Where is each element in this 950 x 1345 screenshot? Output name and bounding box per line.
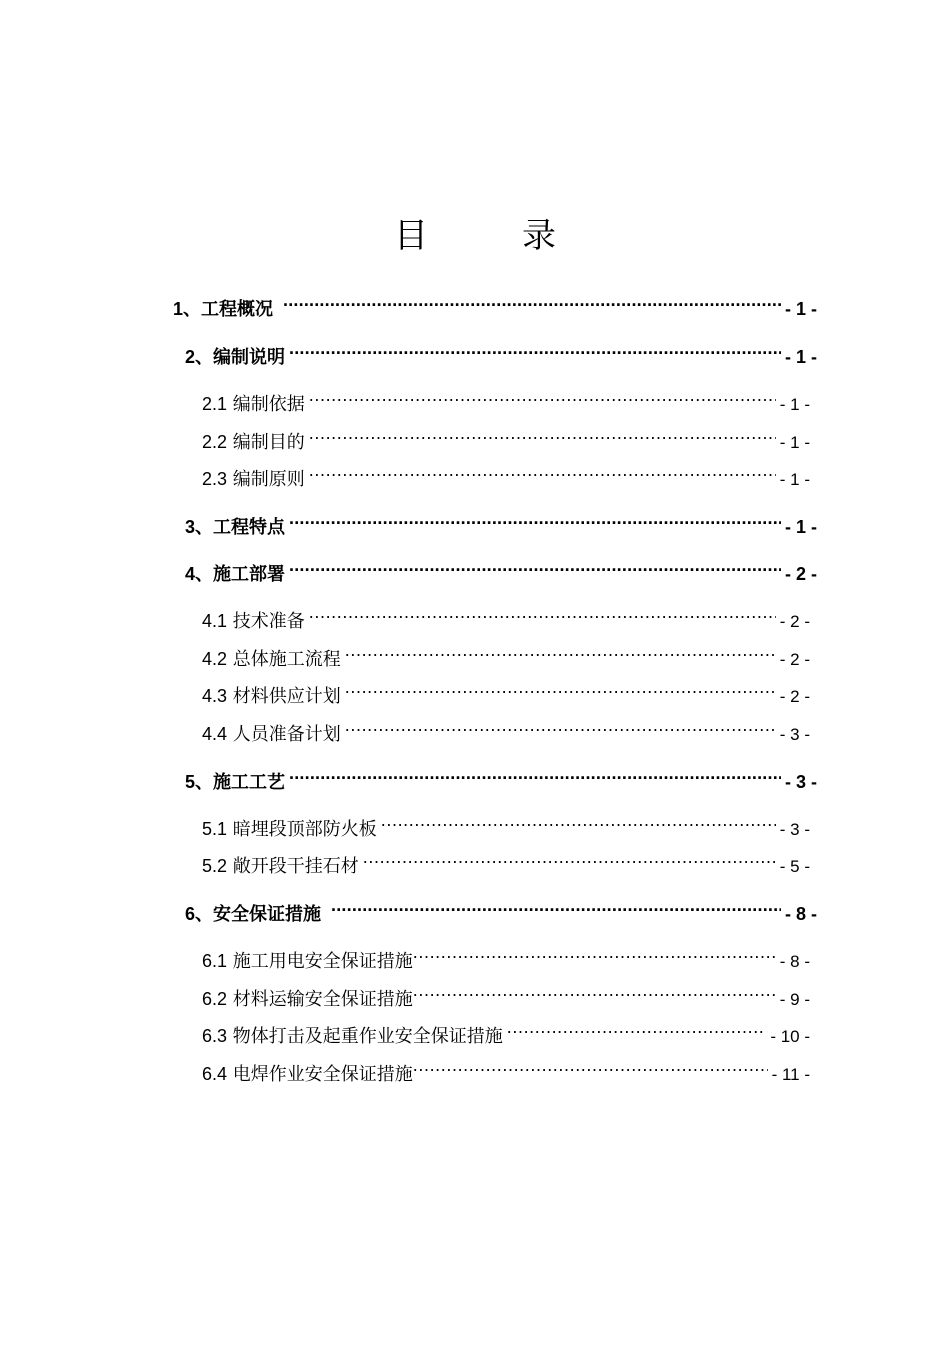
toc-entry-number: 5、 — [185, 772, 214, 792]
toc-entry[interactable] — [202, 710, 810, 745]
toc-entry-leader — [331, 890, 781, 920]
toc-entry[interactable] — [202, 418, 810, 453]
toc-entry-leader — [309, 380, 776, 410]
toc-entry[interactable] — [202, 635, 810, 670]
toc-entry-number: 4.3 — [202, 686, 228, 706]
toc-entry-label: 编制目的 — [232, 432, 305, 453]
toc-entry-leader — [289, 550, 781, 580]
toc-entry-leader — [507, 1012, 767, 1042]
toc-entry[interactable] — [202, 805, 810, 840]
toc-entry[interactable] — [185, 333, 817, 368]
toc-entry-page: - 10 - — [770, 1027, 810, 1046]
toc-entry-leader — [289, 758, 781, 788]
toc-entry-leader — [289, 503, 781, 533]
toc-entry-page: - 8 - — [779, 952, 810, 971]
toc-entry-page: - 2 - — [784, 564, 817, 584]
toc-entry[interactable] — [173, 285, 817, 320]
toc-entry[interactable] — [202, 455, 810, 490]
toc-entry-number: 6.4 — [202, 1064, 228, 1084]
toc-entry-number: 1、 — [173, 299, 202, 319]
toc-entry-number: 6.3 — [202, 1026, 228, 1046]
toc-entry-label: 编制说明 — [213, 347, 286, 368]
toc-entry-page: - 1 - — [784, 517, 817, 537]
toc-entry-number: 6、 — [185, 904, 214, 924]
toc-entry[interactable] — [202, 672, 810, 707]
toc-entry-label: 暗埋段顶部防火板 — [232, 819, 377, 840]
toc-entry-page: - 1 - — [779, 470, 810, 489]
toc-entry[interactable] — [202, 380, 810, 415]
toc-entry-leader — [381, 805, 776, 835]
toc-entry-number: 3、 — [185, 517, 214, 537]
toc-entry-number: 4.4 — [202, 724, 228, 744]
toc-entry-page: - 1 - — [784, 347, 817, 367]
toc-entry[interactable] — [202, 1050, 810, 1085]
toc-entry-page: - 2 - — [779, 612, 810, 631]
toc-entry-number: 6.1 — [202, 951, 228, 971]
toc-entry-number: 2.1 — [202, 394, 228, 414]
toc-entry[interactable] — [202, 975, 810, 1010]
toc-entry-label: 材料供应计划 — [232, 686, 341, 707]
toc-entry-page: - 1 - — [779, 433, 810, 452]
toc-entry-number: 2、 — [185, 347, 214, 367]
toc-entry-leader — [283, 285, 781, 315]
toc-entry-label: 材料运输安全保证措施 — [232, 989, 413, 1010]
toc-entry-number: 2.2 — [202, 432, 228, 452]
toc-title: 目 录 — [394, 216, 586, 256]
toc-entry-number: 5.1 — [202, 819, 228, 839]
toc-entry[interactable] — [185, 758, 817, 793]
toc-entry-leader — [413, 975, 776, 1005]
toc-entry[interactable] — [185, 890, 817, 925]
toc-entry[interactable] — [202, 937, 810, 972]
toc-entry[interactable] — [202, 842, 810, 877]
toc-entry-label: 编制原则 — [232, 469, 305, 490]
toc-entry-page: - 5 - — [779, 857, 810, 876]
toc-entry-label: 施工用电安全保证措施 — [232, 951, 413, 972]
toc-entry-leader — [363, 842, 776, 872]
toc-entry-number: 2.3 — [202, 469, 228, 489]
toc-entry-label: 物体打击及起重作业安全保证措施 — [232, 1026, 503, 1047]
toc-entry-number: 5.2 — [202, 856, 228, 876]
toc-entry-label: 施工部署 — [213, 564, 286, 585]
toc-entry-leader — [345, 710, 776, 740]
toc-entry-page: - 3 - — [779, 820, 810, 839]
toc-entry-leader — [345, 635, 776, 665]
toc-entry-leader — [345, 672, 776, 702]
toc-entry[interactable] — [202, 1012, 810, 1047]
toc-entry-leader — [413, 1050, 768, 1080]
toc-entry-leader — [413, 937, 776, 967]
toc-entry-label: 安全保证措施 — [213, 904, 322, 925]
toc-entry-page: - 2 - — [779, 650, 810, 669]
toc-entry-page: - 11 - — [771, 1065, 810, 1084]
toc-entry-leader — [309, 455, 776, 485]
toc-entry-page: - 8 - — [784, 904, 817, 924]
toc-entry-label: 技术准备 — [232, 611, 305, 632]
toc-entry-label: 编制依据 — [232, 394, 305, 415]
toc-entry-label: 工程特点 — [213, 517, 286, 538]
toc-entry[interactable] — [185, 550, 817, 585]
toc-entry[interactable] — [202, 597, 810, 632]
toc-entry-leader — [289, 333, 781, 363]
toc-entry-label: 人员准备计划 — [232, 724, 341, 745]
toc-entry-page: - 1 - — [779, 395, 810, 414]
toc-entry-page: - 3 - — [784, 772, 817, 792]
toc-entry-number: 4、 — [185, 564, 214, 584]
toc-entry-label: 施工工艺 — [213, 772, 286, 793]
toc-entry-leader — [309, 597, 776, 627]
toc-entry-page: - 9 - — [779, 990, 810, 1009]
toc-entry-label: 工程概况 — [201, 299, 274, 320]
toc-entry-page: - 1 - — [784, 299, 817, 319]
toc-entry-leader — [309, 418, 776, 448]
toc-entry[interactable] — [185, 503, 817, 538]
toc-entry-page: - 3 - — [779, 725, 810, 744]
toc-entry-number: 4.1 — [202, 611, 228, 631]
toc-entry-number: 6.2 — [202, 989, 228, 1009]
toc-entry-page: - 2 - — [779, 687, 810, 706]
toc-entry-label: 敞开段干挂石材 — [232, 856, 359, 877]
toc-entry-label: 电焊作业安全保证措施 — [232, 1064, 413, 1085]
toc-entry-number: 4.2 — [202, 649, 228, 669]
toc-entry-label: 总体施工流程 — [232, 649, 341, 670]
